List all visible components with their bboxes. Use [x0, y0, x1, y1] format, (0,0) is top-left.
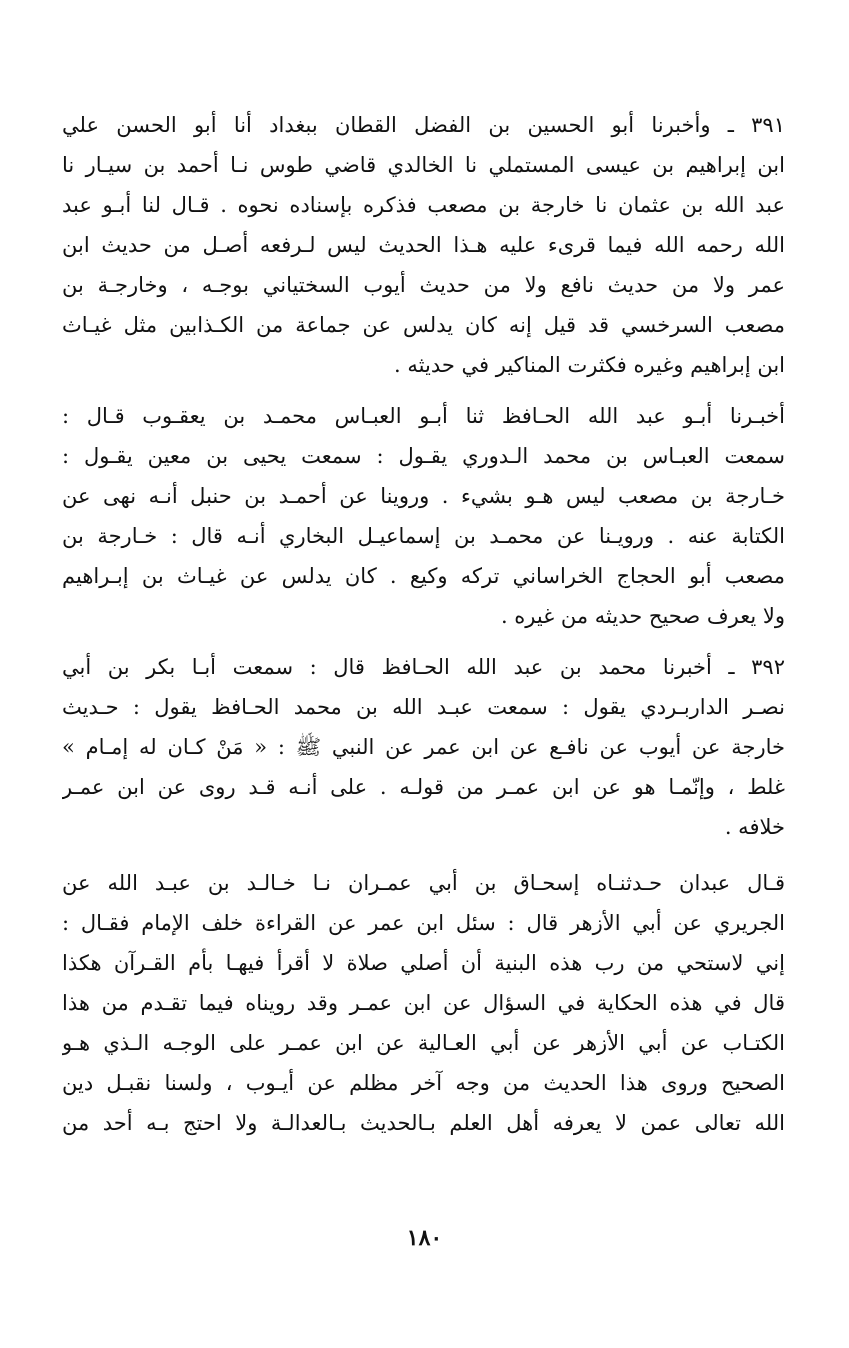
text-line: الله رحمه الله فيما قرىء عليه هـذا الحديث ليس لـرفعه أصـل من حديث ابن	[62, 233, 785, 257]
text-line: الصحيح وروى هذا الحديث من وجه آخر مظلم عن أيـوب ، ولسنا نقبـل دين	[62, 1071, 785, 1095]
text-line: مصعب السرخسي قد قيل إنه كان يدلس عن جماعة من الكـذابين مثل غيـاث	[62, 313, 785, 337]
paragraph-391-commentary	[62, 396, 785, 636]
text-line: نصـر الداربـردي يقول : سمعت عبـد الله بن محمد الحـافظ يقول : حـديث	[62, 695, 785, 719]
text-line: ابن إبراهيم بن عيسى المستملي نا الخالدي قاضي طوس نـا أحمد بن سيـار نا	[62, 153, 785, 177]
text-line: خارجة عن أيوب عن نافـع عن ابن عمر عن النبي ﷺ : « مَنْ كـان له إمـام »	[62, 735, 785, 759]
paragraph-392-commentary	[62, 863, 785, 1143]
paragraph-391	[62, 105, 785, 385]
text-line: ٣٩١ ـ وأخبرنا أبو الحسين بن الفضل القطان ببغداد أنا أبو الحسن علي	[62, 113, 785, 137]
text-line: الجريري عن أبي الأزهر قال : سئل ابن عمر عن القراءة خلف الإمام فقـال :	[62, 911, 785, 935]
text-line: غلط ، وإنّمـا هو عن ابن عمـر من قولـه . على أنـه قـد روى عن ابن عمـر	[62, 775, 785, 799]
paragraph-gap	[62, 385, 785, 396]
text-line: ابن إبراهيم وغيره فكثرت المناكير في حديثه .	[394, 353, 785, 377]
text-line: الكتـاب عن أبي الأزهر عن أبي العـالية عن ابن عمـر على الوجـه الـذي هـو	[62, 1031, 785, 1055]
text-line: سمعت العبـاس بن محمد الـدوري يقـول : سمعت يحيى بن معين يقـول :	[62, 444, 785, 468]
text-line: خلافه .	[724, 815, 785, 839]
paragraph-gap	[62, 636, 785, 647]
text-line: خـارجة بن مصعب ليس هـو بشيء . وروينا عن أحمـد بن حنبل أنـه نهى عن	[62, 484, 785, 508]
paragraph-gap	[62, 847, 785, 863]
paragraph-392	[62, 647, 785, 847]
page-body	[62, 105, 785, 1305]
text-line: الله تعالى عمن لا يعرفه أهل العلم بـالحديث بـالعدالـة ولا احتج بـه أحد من	[62, 1111, 785, 1135]
page-number: ١٨٠	[406, 1225, 443, 1251]
text-line: ٣٩٢ ـ أخبرنا محمد بن عبد الله الحـافظ قال : سمعت أبـا بكر بن أبي	[62, 655, 785, 679]
text-line: عبد الله بن عثمان نا خارجة بن مصعب فذكره بإسناده نحوه . قـال لنا أبـو عبد	[62, 193, 785, 217]
text-line: قال في هذه الحكاية في السؤال عن ابن عمـر وقد رويناه فيما تقـدم من هذا	[62, 991, 785, 1015]
text-line: إني لاستحي من رب هذه البنية أن أصلي صلاة لا أقرأ فيهـا بأم القـرآن هكذا	[62, 951, 785, 975]
text-line: أخبـرنا أبـو عبد الله الحـافظ ثنا أبـو العبـاس محمـد بن يعقـوب قـال :	[62, 404, 785, 428]
text-line: ولا يعرف صحيح حديثه من غيره .	[500, 604, 785, 628]
text-line: قـال عبدان حـدثنـاه إسحـاق بن أبي عمـران نـا خـالـد بن عبـد الله عن	[62, 871, 785, 895]
text-line: الكتابة عنه . ورويـنا عن محمـد بن إسماعيـل البخاري أنـه قال : خـارجة بن	[62, 524, 785, 548]
text-line: مصعب أبو الحجاج الخراساني تركه وكيع . كان يدلس عن غيـاث بن إبـراهيم	[62, 564, 785, 588]
text-line: عمر ولا من حديث نافع ولا من حديث أيوب السختياني بوجـه ، وخارجـة بن	[62, 273, 785, 297]
